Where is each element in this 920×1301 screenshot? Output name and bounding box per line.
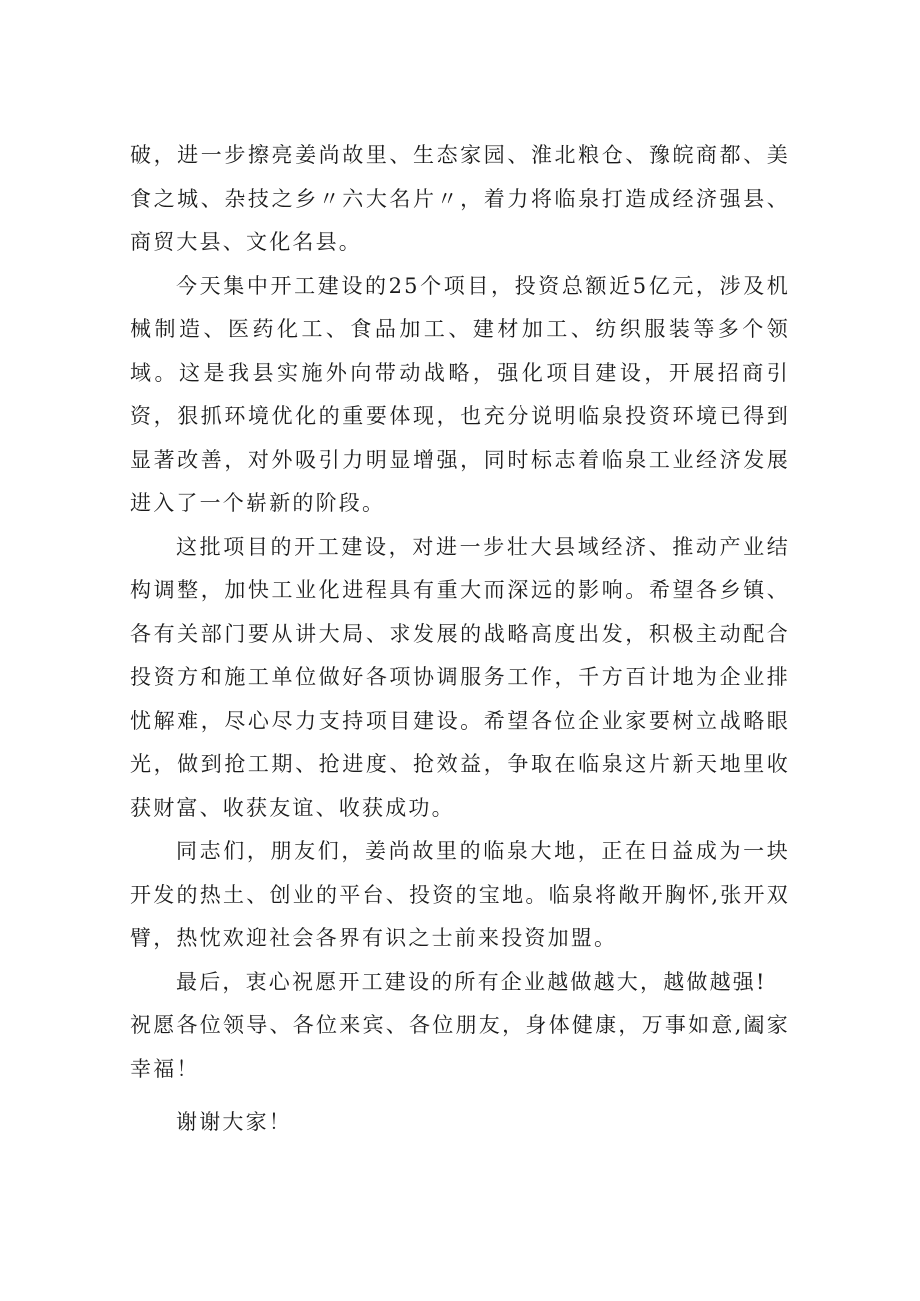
paragraph-final-wish: 最后，衷心祝愿开工建设的所有企业越做越大，越做越强! — [176, 969, 767, 994]
paragraph-blessing: 祝愿各位领导、各位来宾、各位朋友，身体健康，万事如意,阖家幸福！ — [130, 1013, 790, 1081]
paragraph-thanks: 谢谢大家！ — [176, 1110, 292, 1134]
paragraph-invitation: 同志们，朋友们，姜尚故里的临泉大地，正在日益成为一块开发的热土、创业的平台、投资的宝地。临泉将敞开胸怀,张开双臂，热忱欢迎社会各界有识之士前来投资加盟。 — [130, 839, 790, 950]
paragraph-projects: 今天集中开工建设的25个项目，投资总额近5亿元，涉及机械制造、医药化工、食品加工、建材加工、纺织服装等多个领域。这是我县实施外向带动战略，强化项目建设，开展招商引资，狠抓环境优化的重要体现，也充分说明临泉投资环境已得到显著改善，对外吸引力明显增强，同时标志着临泉工业经济发展进入了一个崭新的阶段。 — [130, 273, 790, 515]
paragraph-continuation: 破，进一步擦亮姜尚故里、生态家园、淮北粮仓、豫皖商都、美食之城、杂技之乡〃六大名片〃，着力将临泉打造成经济强县、商贸大县、文化名县。 — [130, 143, 790, 254]
document-body — [130, 134, 790, 1145]
paragraph-impact: 这批项目的开工建设，对进一步壮大县域经济、推动产业结构调整，加快工业化进程具有重大而深远的影响。希望各乡镇、各有关部门要从讲大局、求发展的战略高度出发，积极主动配合投资方和施工单位做好各项协调服务工作，千方百计地为企业排忧解难，尽心尽力支持项目建设。希望各位企业家要树立战略眼光，做到抢工期、抢进度、抢效益，争取在临泉这片新天地里收获财富、收获友谊、收获成功。 — [130, 534, 790, 820]
